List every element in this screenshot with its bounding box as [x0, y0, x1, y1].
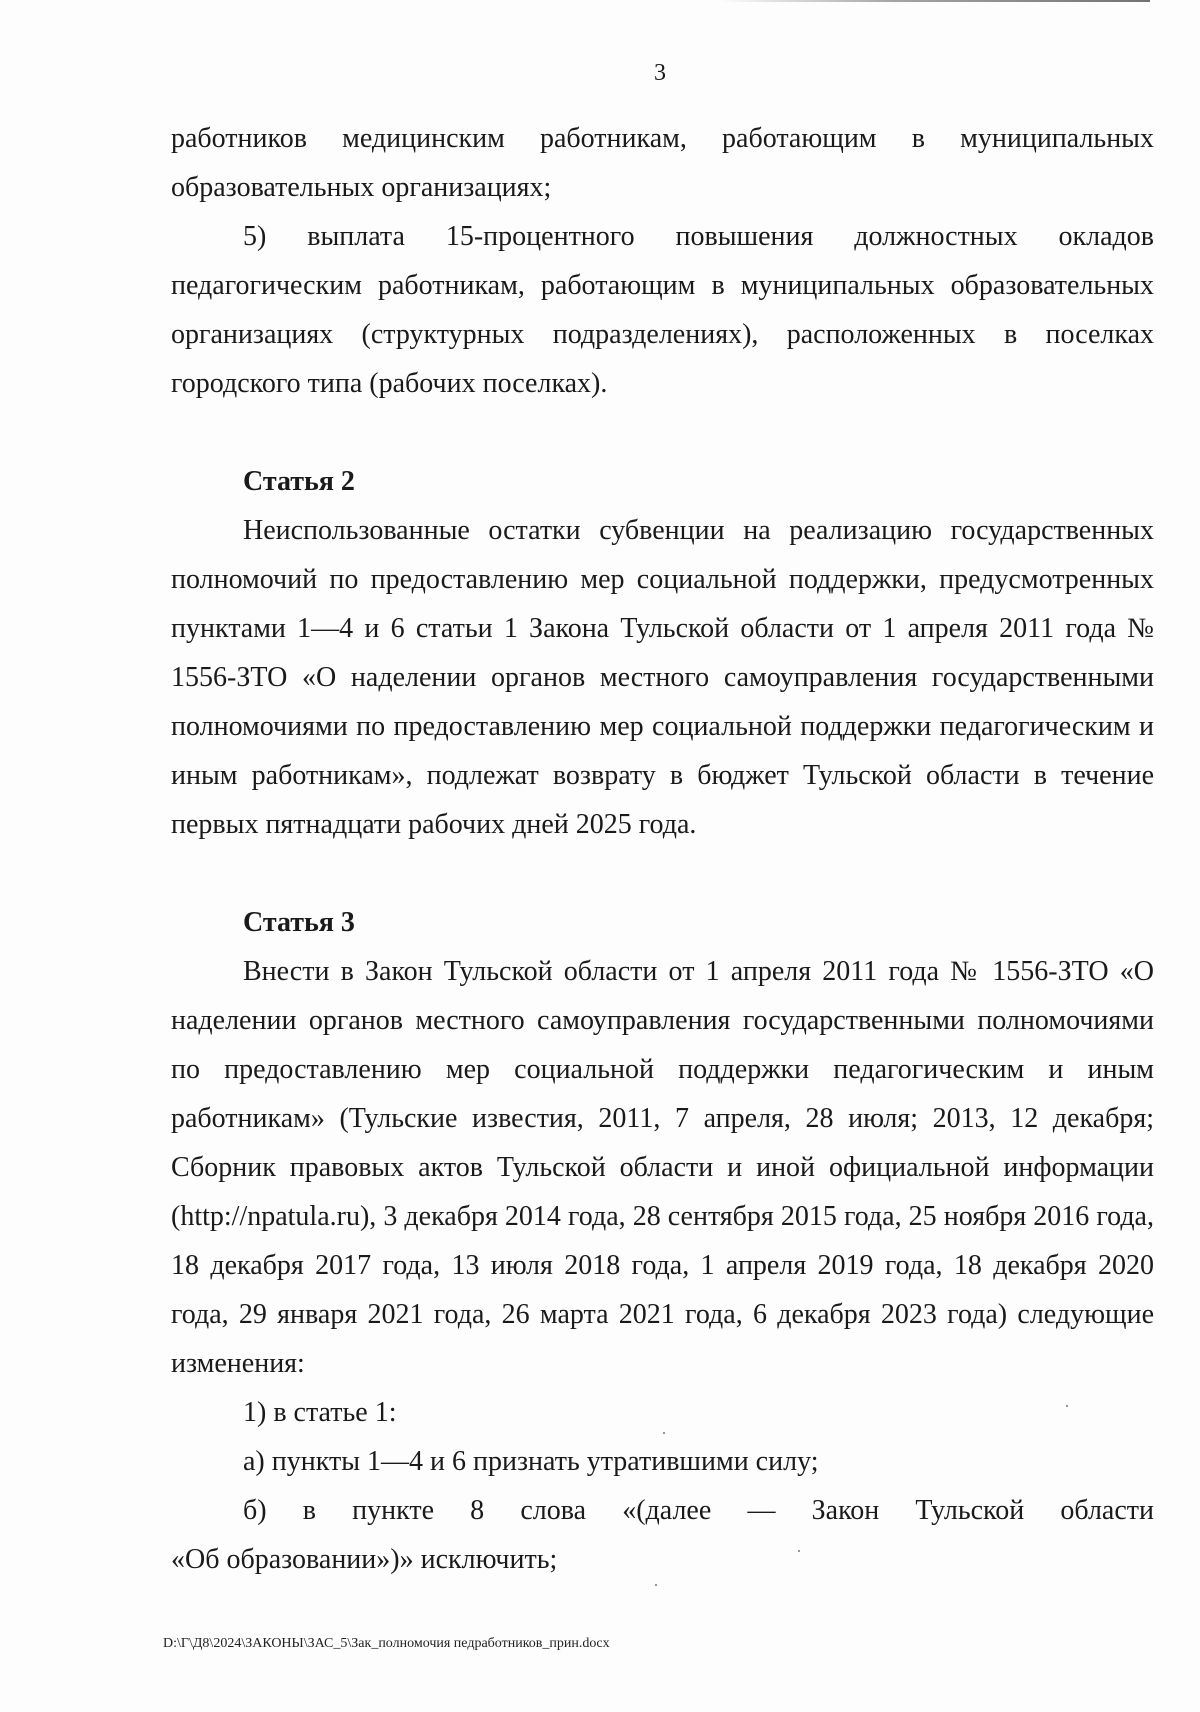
- amendment-item-1b-line-1: б) в пункте 8 слова «(далее — Закон Тульской области: [243, 1495, 1154, 1526]
- page-number: 3: [654, 60, 666, 86]
- section-gap: [171, 849, 1154, 898]
- paragraph-item-5: 5) выплата 15-процентного повышения должностных окладов педагогическим работникам, работающим в муниципальных образовательных организациях (структурных подразделениях), расположенных в поселках городского типа (рабочих поселках).: [171, 221, 1154, 399]
- scan-speck: [798, 1550, 800, 1552]
- amendment-item-1a: а) пункты 1—4 и 6 признать утратившими силу;: [243, 1446, 819, 1477]
- scan-speck: [655, 1584, 657, 1586]
- article-2-title: Статья 2: [243, 466, 355, 497]
- article-3-title: Статья 3: [243, 907, 355, 938]
- footer-file-path: D:\Г\Д8\2024\ЗАКОНЫ\ЗАС_5\Зак_полномочия педработников_прин.docx: [163, 1636, 610, 1651]
- document-body: [171, 114, 1154, 1584]
- amendment-item-1b-line-2: «Об образовании»)» исключить;: [171, 1544, 558, 1575]
- article-3-text: Внести в Закон Тульской области от 1 апреля 2011 года № 1556-ЗТО «О наделении органов местного самоуправления государственными полномочиями по предоставлению мер социальной поддержки педагогическим и иным работникам» (Тульские известия, 2011, 7 апреля, 28 июля; 2013, 12 декабря; Сборник правовых актов Тульской области и иной официальной информации (http://npatula.ru), 3 декабря 2014 года, 28 сентября 2015 года, 25 ноября 2016 года, 18 декабря 2017 года, 13 июля 2018 года, 1 апреля 2019 года, 18 декабря 2020 года, 29 января 2021 года, 26 марта 2021 года, 6 декабря 2023 года) следующие изменения:: [171, 956, 1154, 1379]
- paragraph-continuation: работников медицинским работникам, работающим в муниципальных образовательных организациях;: [171, 123, 1154, 203]
- section-gap: [171, 408, 1154, 457]
- scan-edge-mark: [720, 0, 1150, 2]
- amendment-item-1: 1) в статье 1:: [243, 1397, 397, 1428]
- scan-speck: [663, 1432, 665, 1434]
- scan-speck: [1066, 1405, 1068, 1407]
- article-2-text: Неиспользованные остатки субвенции на реализацию государственных полномочий по предоставлению мер социальной поддержки, предусмотренных пунктами 1—4 и 6 статьи 1 Закона Тульской области от 1 апреля 2011 года № 1556-ЗТО «О наделении органов местного самоуправления государственными полномочиями по предоставлению мер социальной поддержки педагогическим и иным работникам», подлежат возврату в бюджет Тульской области в течение первых пятнадцати рабочих дней 2025 года.: [171, 515, 1154, 840]
